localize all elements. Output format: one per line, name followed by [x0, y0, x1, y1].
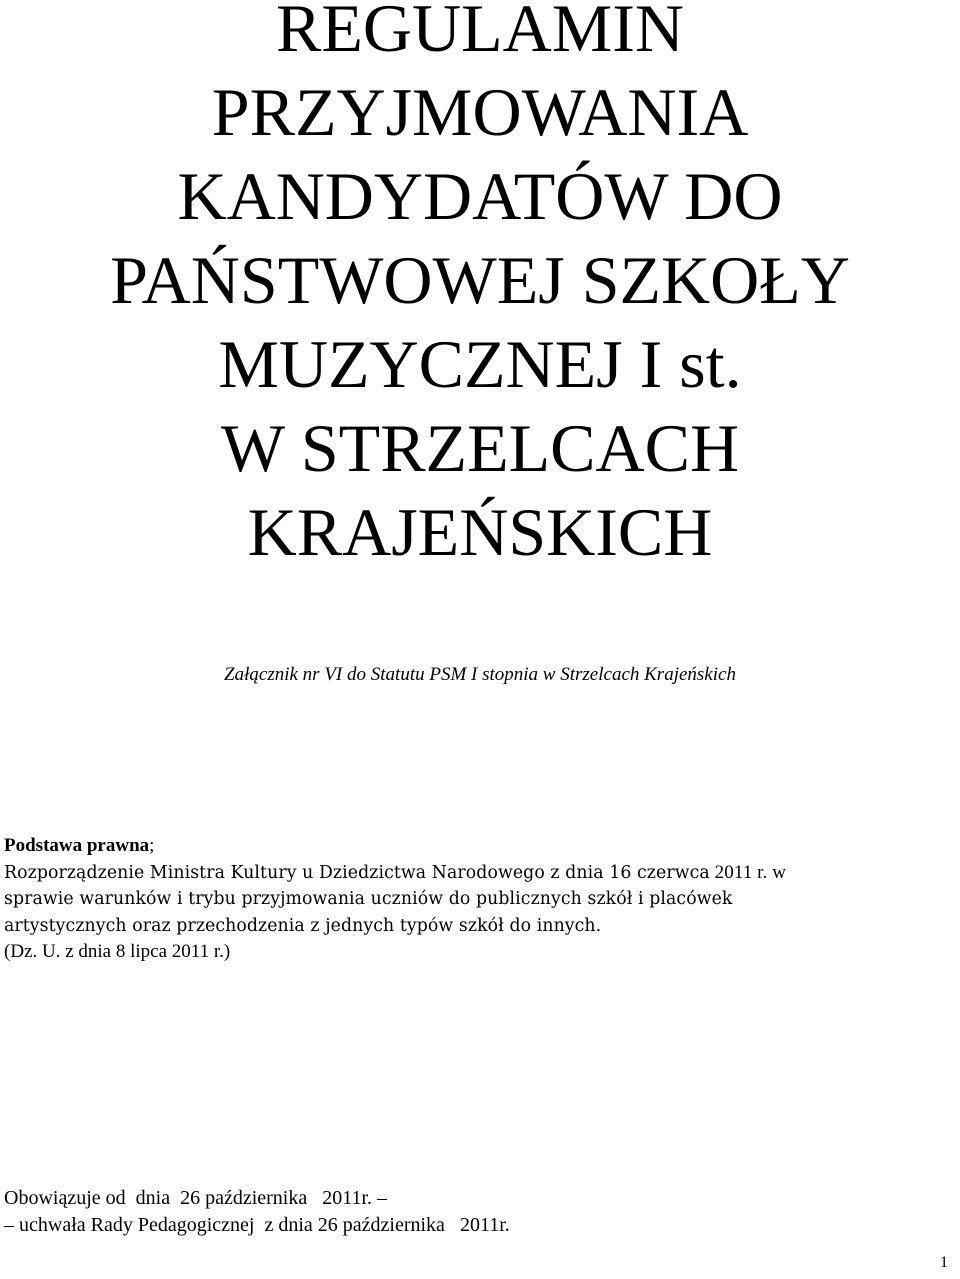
annex-subtitle: Załącznik nr VI do Statutu PSM I stopnia w Strzelcach Krajeńskich — [224, 664, 736, 685]
title-line: W STRZELCACH — [220, 410, 740, 486]
page-number: 1 — [940, 1254, 948, 1271]
legal-basis-section — [4, 833, 954, 966]
resolution-line: – uchwała Rady Pedagogicznej z dnia 26 października 2011r. — [4, 1214, 510, 1236]
legal-basis-heading-punct: ; — [149, 835, 155, 856]
title-line: PAŃSTWOWEJ SZKOŁY — [110, 242, 850, 318]
document-title — [0, 0, 960, 574]
legal-basis-dz-u: (Dz. U. z dnia 8 lipca 2011 r.) — [4, 941, 231, 962]
title-line: MUZYCZNEJ I st. — [218, 326, 742, 402]
legal-basis-line: artystycznych oraz przechodzenia z jednych typów szkół do innych. — [4, 915, 602, 936]
legal-basis-heading — [4, 833, 954, 860]
legal-basis-line — [4, 860, 954, 887]
legal-basis-line: sprawie warunków i trybu przyjmowania uczniów do publicznych szkół i placówek — [4, 889, 733, 909]
effective-date-line: Obowiązuje od dnia 26 października 2011r. – — [4, 1187, 388, 1209]
legal-basis-heading-text: Podstawa prawna — [4, 835, 150, 856]
title-line: REGULAMIN — [276, 0, 684, 66]
title-line: KRAJEŃSKICH — [247, 494, 713, 570]
legal-basis-line-text: Rozporządzenie Ministra Kultury u Dziedzictwa Narodowego z dnia 16 czerwca — [4, 862, 710, 883]
title-line: KANDYDATÓW DO — [177, 158, 783, 234]
effective-date-section — [4, 1185, 954, 1239]
legal-basis-line-tail: 2011 r. w — [709, 861, 787, 883]
title-line: PRZYJMOWANIA — [211, 74, 749, 150]
